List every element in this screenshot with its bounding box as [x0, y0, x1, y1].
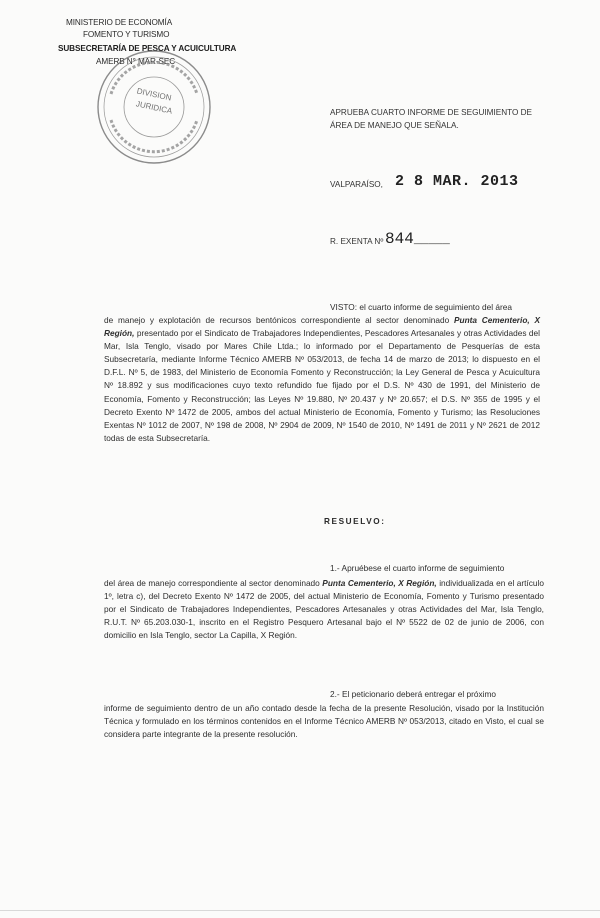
exenta-number-value: 844: [385, 230, 414, 248]
visto-lead: VISTO: el cuarto informe de seguimiento del área: [330, 302, 513, 312]
item1-body: [104, 577, 544, 642]
item2-body: informe de seguimiento dentro de un año contado desde la fecha de la presente Resolución, visado por la Institución Técnica y formulado en los términos contenidos en el Informe Técnico AMERB Nº 053/2013, citado en Visto, el cual se considera parte integrante de la presente resolución.: [104, 703, 544, 740]
subject-line-1: APRUEBA CUARTO INFORME DE SEGUIMIENTO DE: [330, 108, 532, 117]
subsecretaria-name: SUBSECRETARÍA DE PESCA Y ACUICULTURA: [58, 44, 237, 53]
item1-text-1: del área de manejo correspondiente al sector denominado: [104, 578, 323, 588]
date-stamp: 2 8 MAR. 2013: [395, 173, 519, 190]
ministry-subtitle: FOMENTO Y TURISMO: [83, 30, 170, 39]
item1-lead: 1.- Apruébese el cuarto informe de seguimiento: [330, 563, 505, 573]
amerb-reference: AMERB N° MAR-SEC: [96, 57, 176, 66]
division-juridica-stamp: [95, 48, 213, 166]
exenta-number: 844_____: [385, 230, 450, 248]
subject-line-2: ÁREA DE MANEJO QUE SEÑALA.: [330, 121, 459, 130]
visto-sector: Punta Cementerio, X Región,: [104, 315, 540, 339]
visto-text-1: de manejo y explotación de recursos bentónicos correspondiente al sector denominado: [104, 315, 454, 325]
ministry-name: MINISTERIO DE ECONOMÍA: [66, 18, 173, 27]
stamp-line-juridica: JURIDICA: [135, 99, 174, 116]
resuelvo-heading: RESUELVO:: [324, 517, 386, 526]
visto-text-2: presentado por el Sindicato de Trabajadores Independientes, Pescadores Artesanales y otras Actividades del Mar, Isla Tenglo, visado por Mares Chile Ltda.; lo informado por el Departamento de Pesquerías de esta Subsecretaría, mediante Informe Técnico AMERB Nº 053/2013, de fecha 14 de marzo de 2013; lo dispuesto en el D.F.L. Nº 5, de 1983, del Ministerio de Economía Fomento y Reconstrucción; la Ley General de Pesca y Acuicultura Nº 18.892 y sus modificaciones cuyo texto refundido fue fijado por el D.S. Nº 430 de 1991, del Ministerio de Economía, Fomento y Reconstrucción; las Leyes Nº 19.880, Nº 20.437 y Nº 20.657; el D.S. Nº 355 de 1995 y el Decreto Exento Nº 1472 de 2005, ambos del actual Ministerio de Economía, Fomento y Turismo; las Resoluciones Exentas Nº 1012 de 2007, Nº 198 de 2008, Nº 2904 de 2009, Nº 1540 de 2010, Nº 1491 de 2011 y Nº 2621 de 2012 todas de esta Subsecretaría.: [104, 328, 540, 443]
stamp-line-division: DIVISION: [135, 86, 173, 103]
place-label: VALPARAÍSO,: [330, 180, 383, 189]
item1-text-2: individualizada en el artículo 1º, letra c), del Decreto Exento Nº 1472 de 2005, del actual Ministerio de Economía, Fomento y Turismo presentado por el Sindicato de Trabajadores Independientes, Pescadores Artesanales y otras Actividades del Mar, Isla Tenglo, R.U.T. Nº 65.203.030-1, inscrito en el Registro Pesquero Artesanal bajo el Nº 5522 de 02 de junio de 2006, con domicilio en Isla Tenglo, sector La Capilla, X Región.: [104, 578, 545, 641]
item2-lead: 2.- El peticionario deberá entregar el próximo: [330, 689, 497, 699]
exenta-label: R. EXENTA Nº: [330, 237, 384, 246]
item1-sector: Punta Cementerio, X Región,: [322, 578, 437, 588]
visto-body: [104, 314, 540, 445]
page-bottom-rule: [0, 910, 600, 911]
